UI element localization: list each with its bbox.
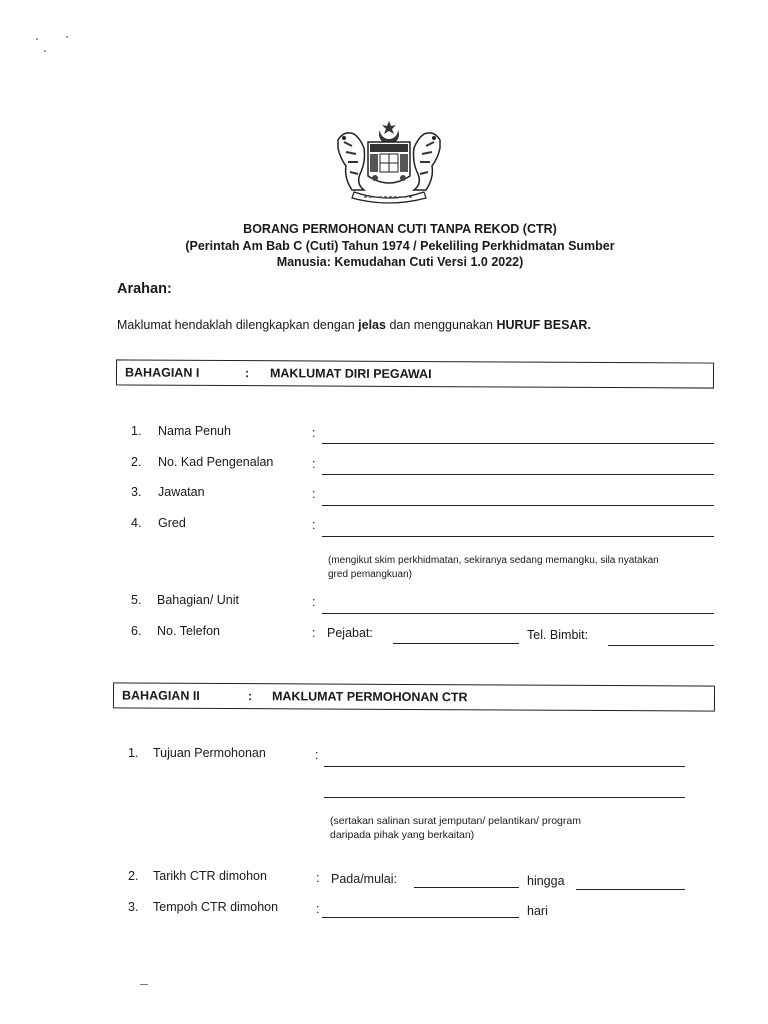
mobile-phone-input-line[interactable]: [608, 645, 714, 646]
field-colon: :: [316, 902, 320, 916]
form-title: BORANG PERMOHONAN CUTI TANPA REKOD (CTR): [243, 222, 557, 236]
field-number: 2.: [131, 455, 142, 469]
field-label-phone: No. Telefon: [157, 624, 221, 638]
field-label-ctr-date: Tarikh CTR dimohon: [153, 869, 267, 883]
form-subtitle-line1: (Perintah Am Bab C (Cuti) Tahun 1974 / Pekeliling Perkhidmatan Sumber: [185, 239, 615, 253]
field-label-ic-number: No. Kad Pengenalan: [158, 455, 274, 469]
duration-unit-label: hari: [527, 904, 548, 918]
section2-header: [113, 682, 715, 711]
field-number: 3.: [131, 485, 142, 499]
date-from-label: Pada/mulai:: [331, 872, 398, 886]
field-label-position: Jawatan: [158, 485, 205, 499]
ic-number-input-line[interactable]: [322, 474, 714, 475]
field-number: 2.: [128, 869, 139, 883]
malaysia-coat-of-arms-icon: [330, 118, 448, 204]
instructions-bold-phrase: HURUF BESAR.: [496, 318, 591, 332]
field-label-grade: Gred: [158, 516, 186, 530]
scan-speck: [66, 36, 68, 38]
duration-input-line[interactable]: [322, 917, 519, 918]
office-phone-input-line[interactable]: [393, 643, 519, 644]
mobile-phone-label: Tel. Bimbit:: [527, 628, 589, 642]
form-subtitle-line2: Manusia: Kemudahan Cuti Versi 1.0 2022): [276, 255, 524, 269]
date-to-label: hingga: [527, 874, 565, 888]
full-name-input-line[interactable]: [322, 443, 714, 444]
field-number: 4.: [131, 516, 142, 530]
field-colon: :: [312, 426, 316, 440]
field-number: 6.: [131, 624, 142, 638]
office-phone-label: Pejabat:: [327, 626, 373, 640]
field-colon: :: [312, 487, 316, 501]
date-from-input-line[interactable]: [414, 887, 519, 888]
field-colon: :: [312, 595, 316, 609]
field-label-purpose: Tujuan Permohonan: [153, 746, 266, 760]
field-colon: :: [312, 518, 316, 532]
grade-note-line1: (mengikut skim perkhidmatan, sekiranya sedang memangku, sila nyatakan: [328, 555, 659, 566]
field-colon: :: [315, 748, 319, 762]
instructions-text-start: Maklumat hendaklah dilengkapkan dengan: [117, 318, 359, 332]
section1-colon: :: [244, 366, 250, 381]
field-colon: :: [316, 871, 320, 885]
field-colon: :: [312, 626, 316, 640]
division-input-line[interactable]: [322, 613, 714, 614]
scan-speck: [140, 984, 148, 985]
grade-note-line2: gred pemangkuan): [328, 569, 412, 580]
purpose-note-line2: daripada pihak yang berkaitan): [330, 829, 475, 841]
date-to-input-line[interactable]: [576, 889, 685, 890]
scan-speck: [36, 38, 38, 40]
field-label-ctr-duration: Tempoh CTR dimohon: [153, 900, 279, 914]
instructions-text: [117, 318, 591, 332]
field-colon: :: [312, 457, 316, 471]
purpose-note-line1: (sertakan salinan surat jemputan/ pelantikan/ program: [330, 815, 581, 827]
instructions-heading: Arahan:: [117, 281, 172, 297]
field-number: 3.: [128, 900, 139, 914]
purpose-input-line-1[interactable]: [324, 766, 685, 767]
field-number: 1.: [131, 424, 142, 438]
position-input-line[interactable]: [322, 505, 714, 506]
section2-code: BAHAGIAN II: [121, 688, 200, 703]
instructions-text-mid: dan menggunakan: [385, 318, 497, 332]
section1-title: MAKLUMAT DIRI PEGAWAI: [269, 366, 432, 382]
instructions-bold-word: jelas: [358, 318, 386, 332]
field-label-division: Bahagian/ Unit: [157, 593, 240, 607]
grade-input-line[interactable]: [322, 536, 714, 537]
scan-speck: [44, 50, 46, 52]
purpose-input-line-2[interactable]: [324, 797, 685, 798]
section2-colon: :: [247, 689, 253, 704]
field-number: 5.: [131, 593, 142, 607]
field-label-full-name: Nama Penuh: [158, 424, 231, 438]
field-number: 1.: [128, 746, 139, 760]
section1-code: BAHAGIAN I: [124, 365, 200, 380]
section2-title: MAKLUMAT PERMOHONAN CTR: [271, 689, 468, 705]
section1-header: [116, 359, 714, 388]
